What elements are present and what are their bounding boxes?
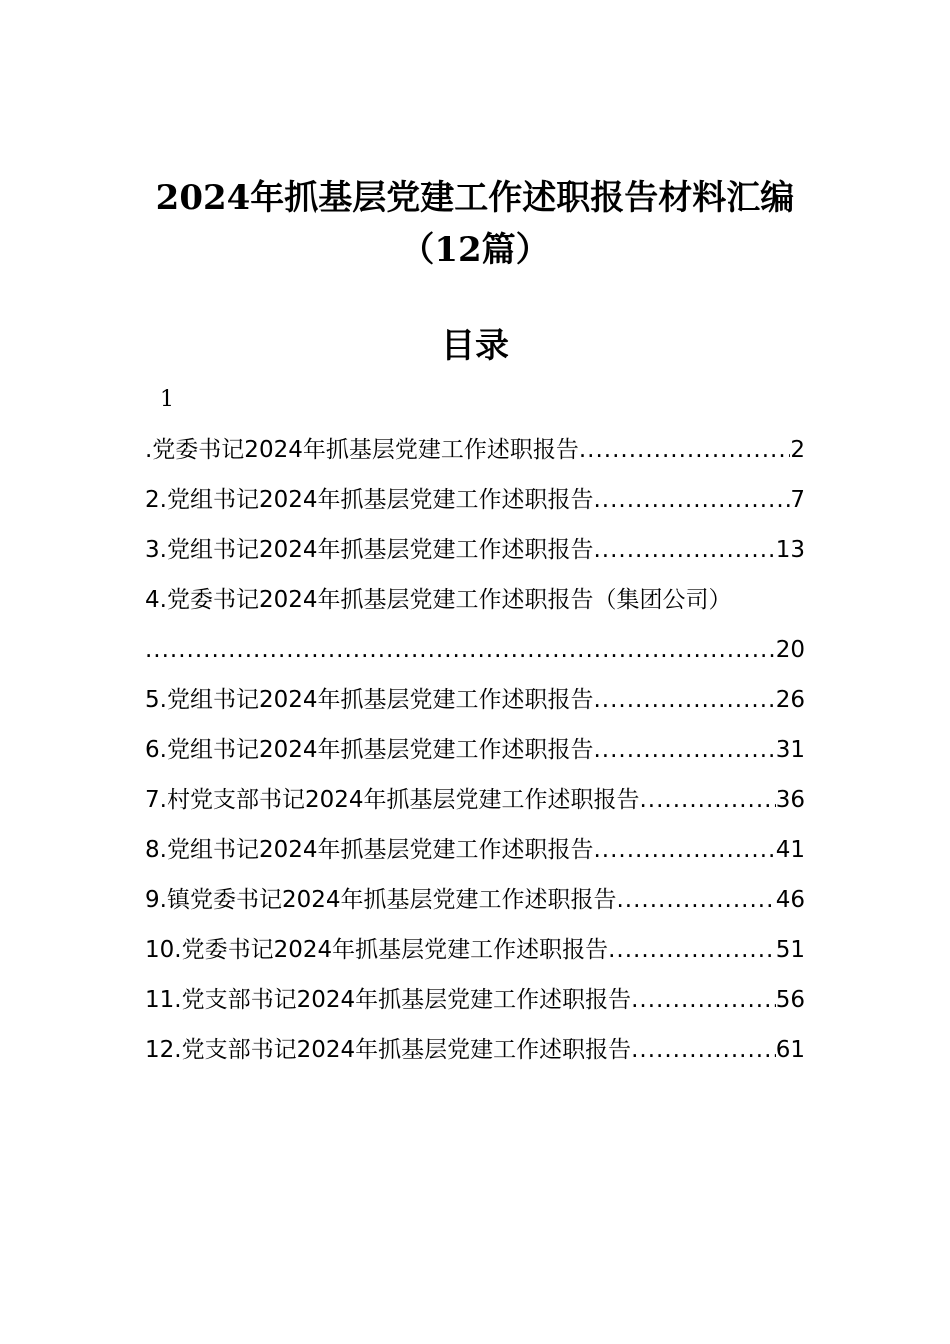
toc-heading: 目录 <box>441 326 509 366</box>
toc-entry-label: .党委书记2024年抓基层党建工作述职报告 <box>145 437 579 463</box>
toc-entry-label: 5.党组书记2024年抓基层党建工作述职报告 <box>145 687 594 713</box>
toc-leader-dots <box>639 782 775 818</box>
toc-entry-page: 31 <box>775 737 805 763</box>
toc-entry-1[interactable] <box>145 432 805 482</box>
toc-leader-dots <box>593 832 775 868</box>
toc-entry-page: 7 <box>790 487 805 513</box>
toc-entry-page: 51 <box>775 937 805 963</box>
toc-entry-page: 61 <box>775 1037 805 1063</box>
toc-leader-dots <box>593 532 775 568</box>
toc-entry-label: 12.党支部书记2024年抓基层党建工作述职报告 <box>145 1037 632 1063</box>
toc-entry-5[interactable] <box>145 682 805 732</box>
toc-entry-page: 26 <box>775 687 805 713</box>
toc-entry-label: 7.村党支部书记2024年抓基层党建工作述职报告 <box>145 787 640 813</box>
toc-entry-3[interactable] <box>145 532 805 582</box>
toc-entry-label: 9.镇党委书记2024年抓基层党建工作述职报告 <box>145 887 617 913</box>
toc-entry-page: 13 <box>775 537 805 563</box>
toc-entry-label: 4.党委书记2024年抓基层党建工作述职报告（集团公司） <box>145 587 732 613</box>
table-of-contents <box>145 432 805 1082</box>
toc-entry-4-continued[interactable] <box>145 632 805 682</box>
toc-leader-dots <box>631 982 776 1018</box>
toc-leader-dots <box>593 732 775 768</box>
toc-entry-12[interactable] <box>145 1032 805 1082</box>
toc-entry-10[interactable] <box>145 932 805 982</box>
toc-entry-label: 11.党支部书记2024年抓基层党建工作述职报告 <box>145 987 632 1013</box>
toc-leader-dots <box>608 932 776 968</box>
toc-entry-11[interactable] <box>145 982 805 1032</box>
toc-entry-9[interactable] <box>145 882 805 932</box>
stray-number: 1 <box>160 387 174 412</box>
toc-entry-page: 2 <box>790 437 805 463</box>
toc-entry-page: 36 <box>775 787 805 813</box>
toc-entry-label: 6.党组书记2024年抓基层党建工作述职报告 <box>145 737 594 763</box>
document-subtitle: （12篇） <box>400 230 550 270</box>
toc-leader-dots <box>579 432 791 468</box>
toc-entry-label: 8.党组书记2024年抓基层党建工作述职报告 <box>145 837 594 863</box>
toc-entry-label: 10.党委书记2024年抓基层党建工作述职报告 <box>145 937 609 963</box>
toc-entry-4[interactable] <box>145 582 805 632</box>
document-title: 2024年抓基层党建工作述职报告材料汇编 <box>155 178 795 218</box>
toc-leader-dots <box>616 882 775 918</box>
toc-entry-7[interactable] <box>145 782 805 832</box>
toc-entry-6[interactable] <box>145 732 805 782</box>
toc-entry-page: 46 <box>775 887 805 913</box>
toc-entry-label: 3.党组书记2024年抓基层党建工作述职报告 <box>145 537 594 563</box>
toc-entry-page: 41 <box>775 837 805 863</box>
toc-entry-page: 20 <box>775 637 805 663</box>
toc-entry-2[interactable] <box>145 482 805 532</box>
toc-entry-page: 56 <box>775 987 805 1013</box>
toc-entry-8[interactable] <box>145 832 805 882</box>
toc-leader-dots <box>593 482 790 518</box>
toc-leader-dots <box>593 682 775 718</box>
toc-leader-dots <box>145 632 776 668</box>
toc-entry-label: 2.党组书记2024年抓基层党建工作述职报告 <box>145 487 594 513</box>
toc-leader-dots <box>631 1032 776 1068</box>
